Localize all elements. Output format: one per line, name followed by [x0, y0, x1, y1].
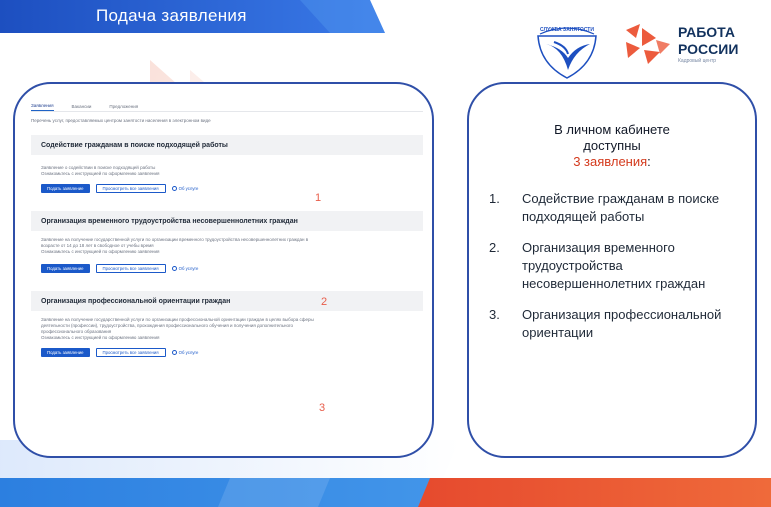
card-description: [31, 165, 423, 177]
list-item-text: Организация профессиональной ориентации: [522, 307, 722, 340]
card-description: [31, 237, 423, 255]
view-applications-button[interactable]: Просмотреть все заявления: [96, 184, 166, 193]
hint-text: Перечень услуг, предоставляемых центром занятости населения в электронном виде: [31, 118, 211, 123]
list-item-number: 2.: [489, 240, 500, 255]
marker-2: 2: [321, 296, 328, 308]
applications-screen: [31, 102, 423, 357]
list-item-text: Содействие гражданам в поиске подходящей работы: [522, 191, 720, 224]
card-description-line: профессионального образования: [41, 329, 112, 334]
list-item-number: 3.: [489, 307, 500, 322]
page-title: Подача заявления: [96, 6, 247, 25]
card-description-line: Заявление на получение государственной услуги по организации профессиональной ориентации граждан в целях выбора сферы: [41, 317, 314, 322]
card-title: Организация профессиональной ориентации граждан: [31, 291, 423, 311]
list-item-text: Организация временного трудоустройства несовершеннолетних граждан: [522, 240, 706, 291]
about-service-link[interactable]: [172, 350, 199, 355]
tab-vacancies[interactable]: Вакансии: [71, 104, 92, 109]
card-description-line: Заявление о содействии в поиске подходящей работы: [41, 165, 156, 170]
tab-offers[interactable]: Предложения: [109, 104, 139, 109]
about-service-label: Об услуге: [178, 349, 199, 355]
list-item: [489, 306, 749, 342]
card-instruction-link[interactable]: Ознакомьтесь с инструкцией по оформлению заявления: [41, 335, 160, 340]
card-actions: [31, 347, 423, 357]
submit-application-button[interactable]: Подать заявление: [41, 264, 90, 273]
view-applications-button[interactable]: Просмотреть все заявления: [96, 264, 166, 273]
about-service-link[interactable]: [172, 186, 199, 191]
card-actions: [31, 183, 423, 193]
footer-band: [0, 478, 771, 507]
about-service-link[interactable]: [172, 266, 199, 271]
applications-list: [489, 190, 749, 355]
list-item: [489, 239, 749, 293]
logo-text-line2: РОССИИ: [678, 41, 739, 57]
tab-applications[interactable]: Заявления: [31, 103, 54, 111]
view-applications-button[interactable]: Просмотреть все заявления: [96, 348, 166, 357]
info-circle-icon: [172, 266, 177, 271]
info-heading-line3: [469, 154, 755, 169]
applications-count: 3 заявления: [573, 154, 648, 169]
service-card: [31, 291, 423, 357]
card-description-line: деятельности (профессии), трудоустройства, прохождения профессионального обучения и получения дополнительного: [41, 323, 294, 328]
list-item: [489, 190, 749, 226]
info-circle-icon: [172, 186, 177, 191]
heading-colon: :: [647, 154, 651, 169]
svg-text:СЛУЖБА ЗАНЯТОСТИ: СЛУЖБА ЗАНЯТОСТИ: [540, 27, 594, 33]
card-instruction-link[interactable]: Ознакомьтесь с инструкцией по оформлению заявления: [41, 171, 160, 176]
screenshot-panel: [13, 82, 434, 458]
submit-application-button[interactable]: Подать заявление: [41, 184, 90, 193]
service-card: [31, 211, 423, 273]
card-description-line: возрасте от 14 до 18 лет в свободное от учебы время: [41, 243, 154, 248]
card-title: Содействие гражданам в поиске подходящей работы: [31, 135, 423, 155]
card-description-line: Заявление на получение государственной услуги по организации временного трудоустройства несовершеннолетних граждан в: [41, 237, 309, 242]
about-service-label: Об услуге: [178, 185, 199, 191]
info-heading-line2: доступны: [583, 138, 641, 153]
list-item-number: 1.: [489, 191, 500, 206]
marker-1: 1: [315, 192, 322, 204]
logo-subtitle: Кадровый центр: [678, 58, 717, 64]
info-heading-line1: В личном кабинете: [554, 122, 670, 137]
info-circle-icon: [172, 350, 177, 355]
tabs-bar: [31, 102, 423, 112]
submit-application-button[interactable]: Подать заявление: [41, 348, 90, 357]
card-title: Организация временного трудоустройства несовершеннолетних граждан: [31, 211, 423, 231]
info-panel: [467, 82, 757, 458]
card-description: [31, 317, 423, 341]
about-service-label: Об услуге: [178, 265, 199, 271]
logo-text-line1: РАБОТА: [678, 24, 735, 40]
card-actions: [31, 263, 423, 273]
szn-logo-icon: [532, 20, 602, 82]
card-instruction-link[interactable]: Ознакомьтесь с инструкцией по оформлению заявления: [41, 249, 160, 254]
service-card: [31, 135, 423, 193]
marker-3: 3: [319, 402, 326, 414]
